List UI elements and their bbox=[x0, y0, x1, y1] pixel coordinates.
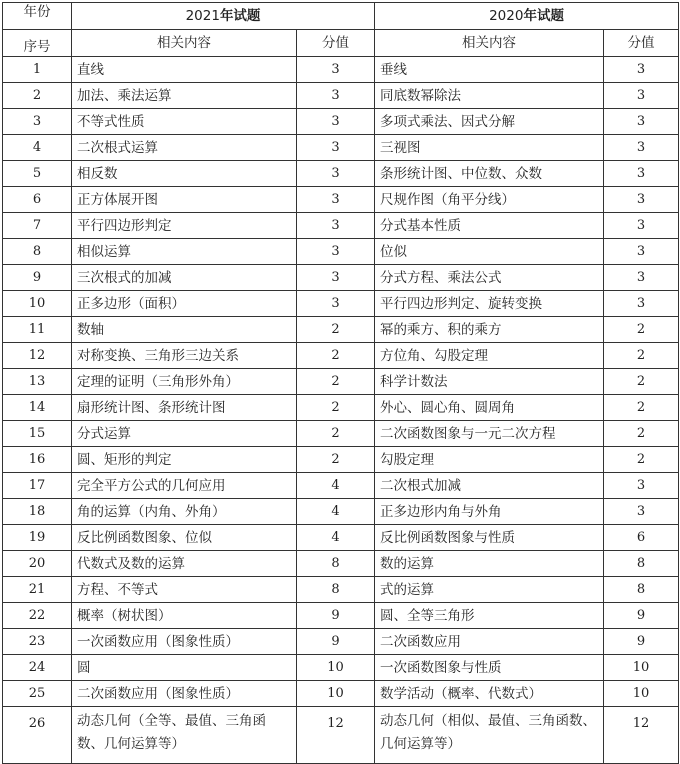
score-2020-cell: 9 bbox=[604, 603, 679, 629]
row-number: 5 bbox=[3, 161, 72, 187]
year-2021-number: 2021 bbox=[185, 8, 220, 24]
table-row bbox=[3, 57, 679, 83]
content-2020-cell: 平行四边形判定、旋转变换 bbox=[375, 291, 604, 317]
content-2020-cell: 二次函数图象与一元二次方程 bbox=[375, 421, 604, 447]
content-2021-cell: 二次函数应用（图象性质） bbox=[72, 681, 297, 707]
content-2020-cell: 同底数幂除法 bbox=[375, 83, 604, 109]
content-2021-cell: 概率（树状图） bbox=[72, 603, 297, 629]
row-number: 16 bbox=[3, 447, 72, 473]
row-number: 6 bbox=[3, 187, 72, 213]
content-2020-cell: 反比例函数图象与性质 bbox=[375, 525, 604, 551]
row-number: 10 bbox=[3, 291, 72, 317]
score-2020-cell: 3 bbox=[604, 499, 679, 525]
score-2021-cell: 8 bbox=[297, 577, 375, 603]
table-row bbox=[3, 525, 679, 551]
score-2021-cell: 3 bbox=[297, 291, 375, 317]
content-2021-header: 相关内容 bbox=[72, 30, 297, 57]
score-2020-cell: 3 bbox=[604, 135, 679, 161]
score-2020-cell: 3 bbox=[604, 161, 679, 187]
content-2021-cell: 正多边形（面积） bbox=[72, 291, 297, 317]
score-2020-cell: 8 bbox=[604, 551, 679, 577]
row-number: 8 bbox=[3, 239, 72, 265]
score-2021-cell: 12 bbox=[297, 707, 375, 764]
row-number: 18 bbox=[3, 499, 72, 525]
table-row bbox=[3, 161, 679, 187]
table-row bbox=[3, 291, 679, 317]
table-row bbox=[3, 265, 679, 291]
row-number: 3 bbox=[3, 109, 72, 135]
content-2021-cell: 定理的证明（三角形外角） bbox=[72, 369, 297, 395]
row-number: 14 bbox=[3, 395, 72, 421]
score-2021-cell: 9 bbox=[297, 603, 375, 629]
corner-year-label bbox=[3, 3, 72, 30]
score-2021-cell: 2 bbox=[297, 317, 375, 343]
score-2021-cell: 3 bbox=[297, 161, 375, 187]
content-2020-cell: 勾股定理 bbox=[375, 447, 604, 473]
content-2021-cell: 一次函数应用（图象性质） bbox=[72, 629, 297, 655]
score-2020-cell: 3 bbox=[604, 265, 679, 291]
table-row bbox=[3, 395, 679, 421]
row-number: 23 bbox=[3, 629, 72, 655]
content-2021-cell: 对称变换、三角形三边关系 bbox=[72, 343, 297, 369]
score-2020-cell: 3 bbox=[604, 109, 679, 135]
score-2020-cell: 6 bbox=[604, 525, 679, 551]
row-number: 7 bbox=[3, 213, 72, 239]
row-number: 2 bbox=[3, 83, 72, 109]
content-2021-cell: 分式运算 bbox=[72, 421, 297, 447]
content-2021-cell: 不等式性质 bbox=[72, 109, 297, 135]
table-row bbox=[3, 629, 679, 655]
score-2020-cell: 3 bbox=[604, 213, 679, 239]
score-2021-cell: 2 bbox=[297, 421, 375, 447]
score-2021-cell: 3 bbox=[297, 135, 375, 161]
score-2020-cell: 12 bbox=[604, 707, 679, 764]
score-2021-cell: 8 bbox=[297, 551, 375, 577]
content-2021-cell: 平行四边形判定 bbox=[72, 213, 297, 239]
content-2020-cell: 动态几何（相似、最值、三角函数、几何运算等） bbox=[375, 707, 604, 764]
table-row bbox=[3, 707, 679, 764]
content-2020-cell: 二次函数应用 bbox=[375, 629, 604, 655]
header-row-years bbox=[3, 3, 679, 30]
content-2020-cell: 正多边形内角与外角 bbox=[375, 499, 604, 525]
year-2020-suffix: 年试题 bbox=[523, 8, 564, 24]
content-2021-cell: 正方体展开图 bbox=[72, 187, 297, 213]
content-2020-cell: 位似 bbox=[375, 239, 604, 265]
table-row bbox=[3, 681, 679, 707]
score-2020-cell: 2 bbox=[604, 369, 679, 395]
row-number: 15 bbox=[3, 421, 72, 447]
score-2020-cell: 3 bbox=[604, 83, 679, 109]
table-row bbox=[3, 421, 679, 447]
content-2020-cell: 垂线 bbox=[375, 57, 604, 83]
score-2020-cell: 3 bbox=[604, 187, 679, 213]
score-2021-cell: 3 bbox=[297, 213, 375, 239]
content-2021-cell: 相似运算 bbox=[72, 239, 297, 265]
content-2021-cell: 数轴 bbox=[72, 317, 297, 343]
score-2020-cell: 2 bbox=[604, 447, 679, 473]
table-row bbox=[3, 499, 679, 525]
year-2021-suffix: 年试题 bbox=[219, 8, 261, 24]
content-2020-cell: 三视图 bbox=[375, 135, 604, 161]
score-2021-cell: 2 bbox=[297, 343, 375, 369]
row-number: 17 bbox=[3, 473, 72, 499]
content-2021-cell: 圆、矩形的判定 bbox=[72, 447, 297, 473]
row-number: 19 bbox=[3, 525, 72, 551]
score-2021-cell: 10 bbox=[297, 655, 375, 681]
row-number: 25 bbox=[3, 681, 72, 707]
table-row bbox=[3, 135, 679, 161]
content-2020-cell: 外心、圆心角、圆周角 bbox=[375, 395, 604, 421]
content-2020-cell: 圆、全等三角形 bbox=[375, 603, 604, 629]
table-row bbox=[3, 213, 679, 239]
row-number: 24 bbox=[3, 655, 72, 681]
year-2020-header bbox=[375, 3, 679, 30]
score-2021-cell: 3 bbox=[297, 265, 375, 291]
content-2021-cell: 反比例函数图象、位似 bbox=[72, 525, 297, 551]
table-row bbox=[3, 655, 679, 681]
score-2021-cell: 9 bbox=[297, 629, 375, 655]
table-row bbox=[3, 473, 679, 499]
content-2020-cell: 条形统计图、中位数、众数 bbox=[375, 161, 604, 187]
score-2020-header: 分值 bbox=[604, 30, 679, 57]
content-2021-cell: 加法、乘法运算 bbox=[72, 83, 297, 109]
score-2020-cell: 10 bbox=[604, 655, 679, 681]
score-2020-cell: 3 bbox=[604, 57, 679, 83]
content-2020-cell: 尺规作图（角平分线） bbox=[375, 187, 604, 213]
score-2020-cell: 3 bbox=[604, 473, 679, 499]
content-2020-cell: 二次根式加减 bbox=[375, 473, 604, 499]
score-2021-cell: 4 bbox=[297, 499, 375, 525]
table-row bbox=[3, 603, 679, 629]
content-2020-cell: 多项式乘法、因式分解 bbox=[375, 109, 604, 135]
row-number: 4 bbox=[3, 135, 72, 161]
content-2020-cell: 方位角、勾股定理 bbox=[375, 343, 604, 369]
score-2020-cell: 2 bbox=[604, 421, 679, 447]
row-number: 21 bbox=[3, 577, 72, 603]
content-2021-cell: 代数式及数的运算 bbox=[72, 551, 297, 577]
year-2020-number: 2020 bbox=[489, 8, 524, 24]
score-2021-cell: 4 bbox=[297, 525, 375, 551]
content-2021-cell: 角的运算（内角、外角） bbox=[72, 499, 297, 525]
content-2020-cell: 分式方程、乘法公式 bbox=[375, 265, 604, 291]
score-2020-cell: 9 bbox=[604, 629, 679, 655]
table-row bbox=[3, 109, 679, 135]
table-row bbox=[3, 447, 679, 473]
score-2020-cell: 2 bbox=[604, 343, 679, 369]
row-number: 22 bbox=[3, 603, 72, 629]
content-2020-cell: 数的运算 bbox=[375, 551, 604, 577]
table-row bbox=[3, 187, 679, 213]
content-2021-cell: 相反数 bbox=[72, 161, 297, 187]
score-2020-cell: 2 bbox=[604, 395, 679, 421]
content-2021-cell: 三次根式的加减 bbox=[72, 265, 297, 291]
content-2021-cell: 动态几何（全等、最值、三角函数、几何运算等） bbox=[72, 707, 297, 764]
score-2021-cell: 2 bbox=[297, 395, 375, 421]
content-2020-cell: 式的运算 bbox=[375, 577, 604, 603]
table-row bbox=[3, 577, 679, 603]
content-2021-cell: 完全平方公式的几何应用 bbox=[72, 473, 297, 499]
content-2020-cell: 分式基本性质 bbox=[375, 213, 604, 239]
table-row bbox=[3, 369, 679, 395]
score-2021-cell: 3 bbox=[297, 239, 375, 265]
table-row bbox=[3, 343, 679, 369]
score-2021-header: 分值 bbox=[297, 30, 375, 57]
content-2020-cell: 数学活动（概率、代数式） bbox=[375, 681, 604, 707]
content-2021-cell: 扇形统计图、条形统计图 bbox=[72, 395, 297, 421]
corner-bottom-text: 序号 bbox=[23, 39, 51, 55]
score-2020-cell: 10 bbox=[604, 681, 679, 707]
exam-comparison-table bbox=[2, 2, 679, 764]
row-number: 12 bbox=[3, 343, 72, 369]
table-row bbox=[3, 239, 679, 265]
score-2021-cell: 2 bbox=[297, 369, 375, 395]
score-2021-cell: 3 bbox=[297, 109, 375, 135]
table-row bbox=[3, 317, 679, 343]
table-row bbox=[3, 83, 679, 109]
header-row-columns bbox=[3, 30, 679, 57]
row-number: 26 bbox=[3, 707, 72, 764]
content-2021-cell: 二次根式运算 bbox=[72, 135, 297, 161]
corner-top-text: 年份 bbox=[23, 4, 51, 20]
score-2020-cell: 3 bbox=[604, 291, 679, 317]
score-2020-cell: 3 bbox=[604, 239, 679, 265]
score-2021-cell: 2 bbox=[297, 447, 375, 473]
score-2021-cell: 3 bbox=[297, 83, 375, 109]
content-2021-cell: 圆 bbox=[72, 655, 297, 681]
row-number: 1 bbox=[3, 57, 72, 83]
row-number: 20 bbox=[3, 551, 72, 577]
score-2021-cell: 3 bbox=[297, 57, 375, 83]
score-2021-cell: 3 bbox=[297, 187, 375, 213]
score-2021-cell: 4 bbox=[297, 473, 375, 499]
score-2020-cell: 8 bbox=[604, 577, 679, 603]
year-2021-header bbox=[72, 3, 375, 30]
table-row bbox=[3, 551, 679, 577]
content-2020-cell: 幂的乘方、积的乘方 bbox=[375, 317, 604, 343]
score-2020-cell: 2 bbox=[604, 317, 679, 343]
row-number: 11 bbox=[3, 317, 72, 343]
content-2020-cell: 一次函数图象与性质 bbox=[375, 655, 604, 681]
corner-seq-label bbox=[3, 30, 72, 57]
content-2020-cell: 科学计数法 bbox=[375, 369, 604, 395]
content-2021-cell: 方程、不等式 bbox=[72, 577, 297, 603]
row-number: 13 bbox=[3, 369, 72, 395]
content-2021-cell: 直线 bbox=[72, 57, 297, 83]
row-number: 9 bbox=[3, 265, 72, 291]
score-2021-cell: 10 bbox=[297, 681, 375, 707]
content-2020-header: 相关内容 bbox=[375, 30, 604, 57]
